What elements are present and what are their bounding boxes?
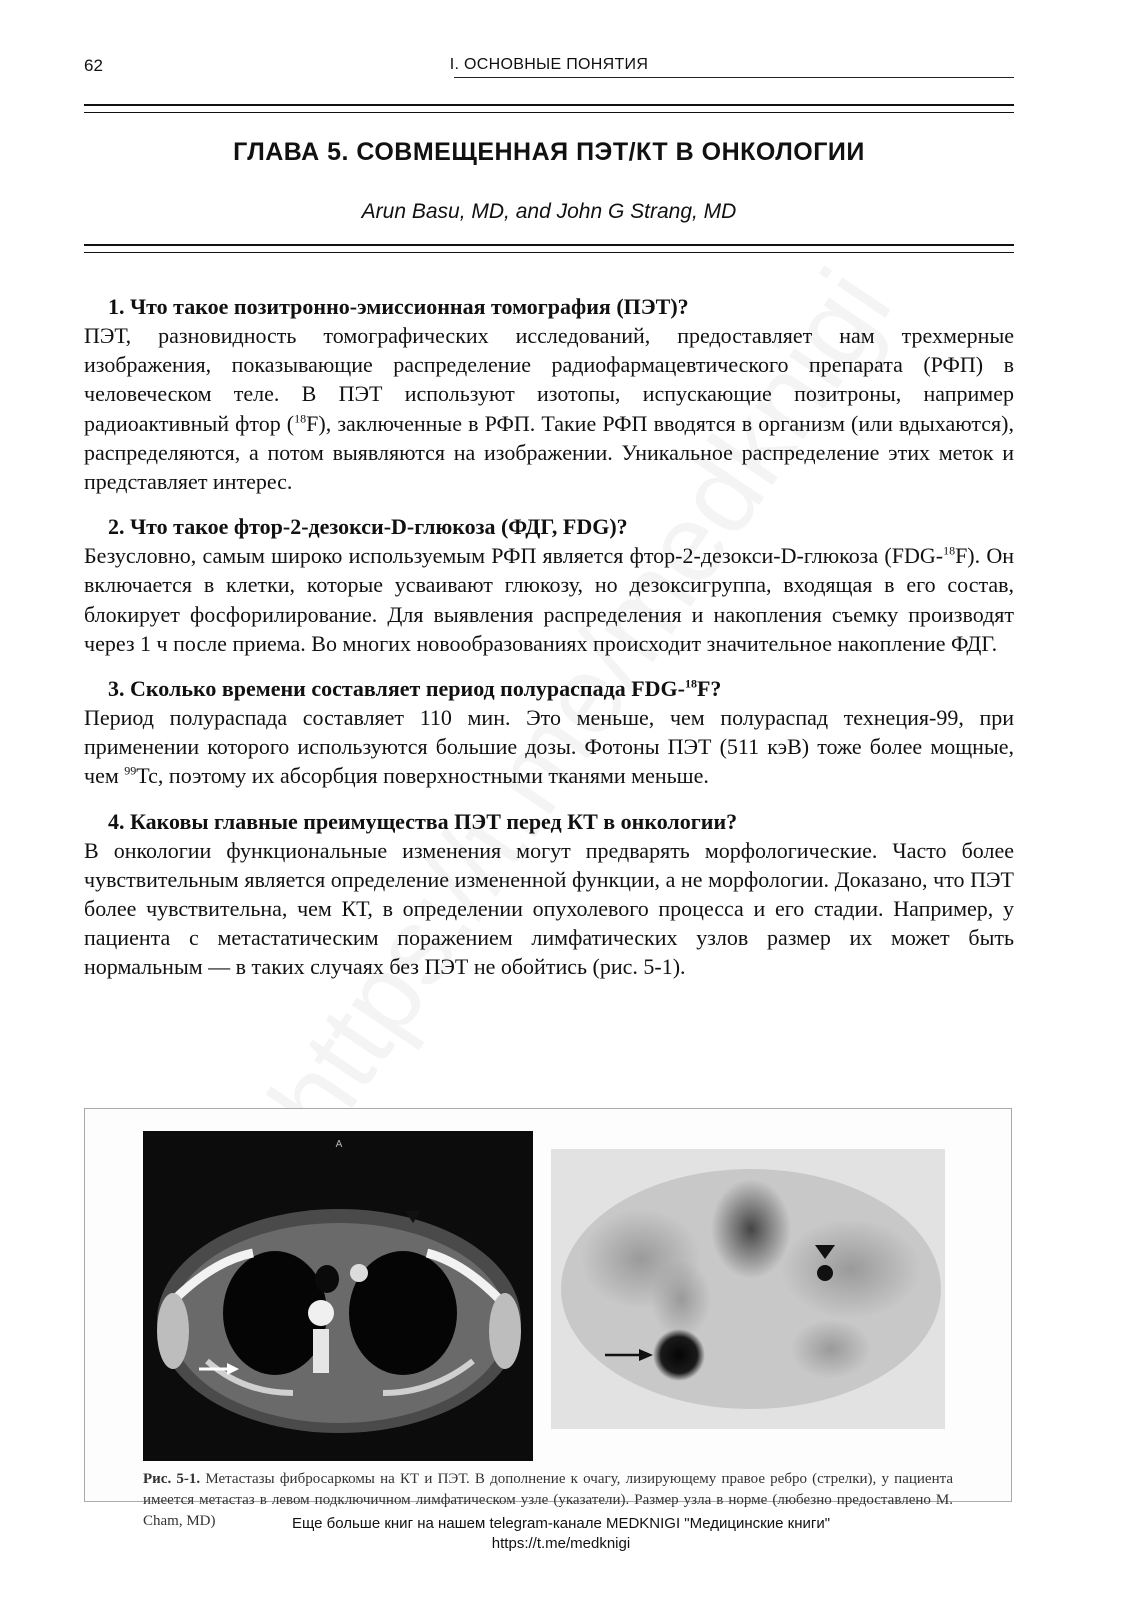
qa-item-4 [84, 807, 1014, 982]
page-number: 62 [84, 56, 103, 75]
question-2: 2. Что такое фтор-2-дезокси-D-глюкоза (ФДГ, FDG)? [108, 514, 628, 540]
title-rule-top-2 [84, 112, 1014, 113]
footer-link[interactable]: https://t.me/medknigi [491, 1535, 631, 1552]
running-head: I. ОСНОВНЫЕ ПОНЯТИЯ [449, 56, 649, 73]
ct-scan-image [143, 1131, 533, 1461]
answer-4: В онкологии функциональные изменения могут предварять морфологические. Часто более чувствительным является определение измененной функции, а не морфологии. Доказано, что ПЭТ более чувствительна, чем КТ, в определении опухолевого процесса и его стадии. Например, у пациента с метастатическим поражением лимфатических узлов размер их может быть нормальным — в таких случаях без ПЭТ не обойтись (рис. 5-1). [84, 837, 1014, 980]
title-rule-bottom-2 [84, 252, 1014, 253]
caption-text: Метастазы фибросаркомы на КТ и ПЭТ. В дополнение к очагу, лизирующему правое ребро (стрелки), у пациента имеется метастаз в левом подключичном лимфатическом узле (указатели). Размер узла в норме (любезно предоставлено M. Cham, MD) [143, 1471, 953, 1529]
answer-2: Безусловно, самым широко используемым РФП является фтор-2-дезокси-D-глюкоза (FDG-$^{18}$F). Он включается в клетки, которые усваивают глюкозу, но дезоксигруппа, входящая в его состав, блокирует фосфорилирование. Для выявления распределения и накопления съемку производят через 1 ч после приема. Во многих новообразованиях происходит значительное накопление ФДГ. [84, 543, 1014, 656]
ct-orientation-marker: A [335, 1139, 343, 1150]
qa-item-2 [84, 512, 1014, 658]
question-3: 3. Сколько времени составляет период полураспада FDG-$^{18}$F? [108, 676, 722, 702]
answer-3: Период полураспада составляет 110 мин. Это меньше, чем полураспад технеция-99, при применении которого используются большие дозы. Фотоны ПЭТ (511 кэВ) тоже более мощные, чем $^{99}$Tc, поэтому их абсорбция поверхностными тканями меньше. [84, 705, 1014, 789]
chapter-authors: Arun Basu, MD, and John G Strang, MD [361, 200, 737, 223]
page-header [84, 56, 1014, 82]
chapter-title: ГЛАВА 5. СОВМЕЩЕННАЯ ПЭТ/КТ В ОНКОЛОГИИ [233, 138, 865, 166]
caption-label: Рис. 5-1. [143, 1471, 201, 1487]
qa-section [84, 292, 1014, 998]
footer-promo-text: Еще больше книг на нашем telegram-канале MEDKNIGI "Медицинские книги" [291, 1515, 831, 1532]
answer-1: ПЭТ, разновидность томографических исследований, предоставляет нам трехмерные изображения, показывающие распределение радиофармацевтического препарата (РФП) в человеческом теле. В ПЭТ используют изотопы, испускающие позитроны, например радиоактивный фтор ($^{18}$F), заключенные в РФП. Такие РФП вводятся в организм (или вдыхаются), распределяются, а потом выявляются на изображении. Уникальное распределение этих меток и представляет интерес. [84, 323, 1015, 495]
pet-scan-image [551, 1149, 945, 1429]
footer [0, 1514, 1122, 1554]
title-rule-bottom-1 [84, 244, 1014, 246]
title-rule-top-1 [84, 104, 1014, 106]
header-rule [454, 77, 1014, 78]
question-4: 4. Каковы главные преимущества ПЭТ перед КТ в онкологии? [108, 808, 738, 834]
qa-item-1 [84, 292, 1014, 496]
qa-item-3 [84, 674, 1014, 791]
question-1: 1. Что такое позитронно-эмиссионная томография (ПЭТ)? [108, 294, 689, 319]
